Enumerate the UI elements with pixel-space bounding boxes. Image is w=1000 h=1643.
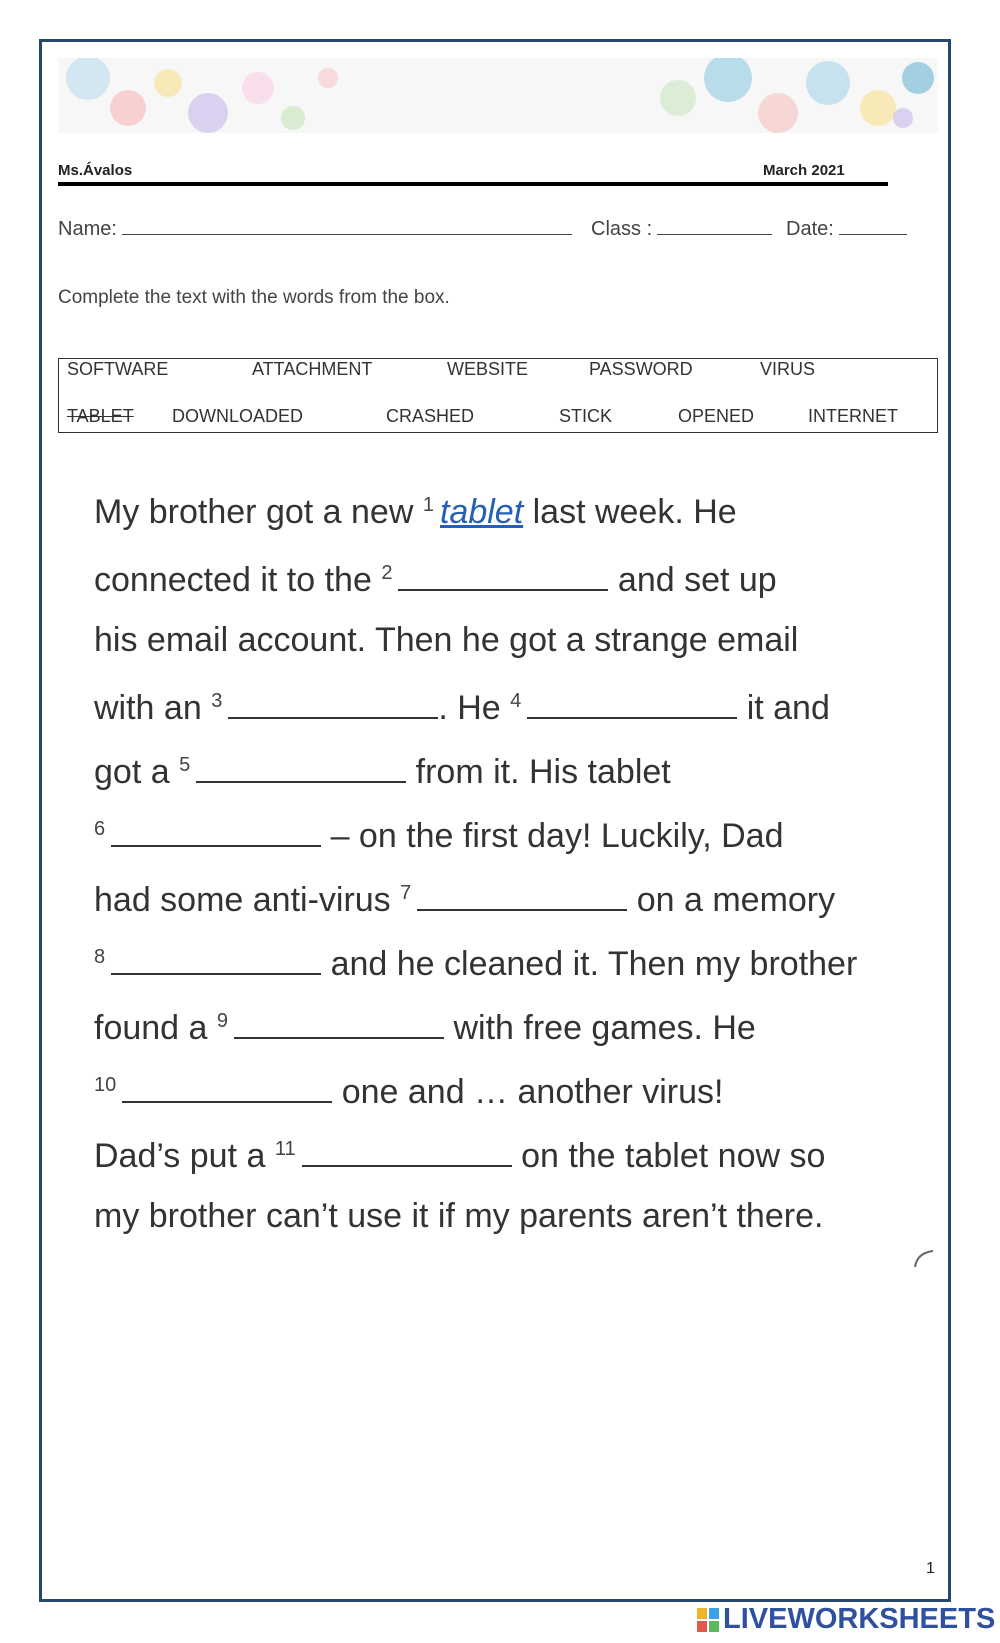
liveworksheets-logo-icon (697, 1608, 719, 1632)
story-text-segment: last week. He (532, 493, 737, 531)
name-label: Name: (58, 218, 117, 240)
page-number: 1 (926, 1560, 935, 1577)
word-virus: VIRUS (760, 359, 816, 379)
story-line-8 (94, 941, 857, 984)
story-text-segment: on the tablet now so (521, 1137, 826, 1175)
class-field[interactable] (591, 214, 772, 241)
story-text-segment: from it. His tablet (415, 753, 671, 791)
gap-number-5: 5 (179, 753, 191, 776)
story-line-4 (94, 685, 830, 728)
word-opened: OPENED (678, 406, 755, 426)
story-text-segment: one and … another virus! (341, 1073, 724, 1111)
gap-4-blank[interactable] (527, 685, 737, 719)
word-crashed: CRASHED (386, 406, 475, 426)
story-line-12 (94, 1197, 823, 1236)
name-field[interactable] (58, 214, 572, 241)
gap-8-blank[interactable] (111, 941, 321, 975)
gap-number-8: 8 (94, 945, 106, 968)
gap-7-blank[interactable] (417, 877, 627, 911)
gap-number-2: 2 (381, 561, 393, 584)
word-stick: STICK (559, 406, 613, 426)
gap-2-blank[interactable] (398, 557, 608, 591)
gap-number-3: 3 (211, 689, 223, 712)
story-text-segment: My brother got a new (94, 493, 414, 531)
word-internet: INTERNET (808, 406, 898, 426)
word-website: WEBSITE (447, 359, 529, 379)
story-line-6 (94, 813, 784, 856)
word-box (58, 358, 938, 433)
gap-10-blank[interactable] (122, 1069, 332, 1103)
story-line-11 (94, 1133, 825, 1176)
story-text-segment: . He (438, 689, 501, 727)
story-line-10 (94, 1069, 724, 1112)
story-line-9 (94, 1005, 756, 1048)
name-blank[interactable] (122, 214, 572, 235)
word-tablet: TABLET (67, 406, 134, 426)
story-text-segment: my brother can’t use it if my parents aren’t there. (94, 1197, 824, 1235)
class-blank[interactable] (657, 214, 772, 235)
brand-logo[interactable] (697, 1603, 995, 1636)
gap-number-11: 11 (274, 1137, 296, 1160)
story-text-segment: and he cleaned it. Then my brother (330, 945, 858, 983)
story-text-segment: found a (94, 1009, 208, 1047)
story-text-segment: – on the first day! Luckily, Dad (330, 817, 784, 855)
brand-name: LIVEWORKSHEETS (723, 1603, 996, 1635)
class-label: Class : (591, 218, 653, 240)
gap-number-9: 9 (216, 1009, 229, 1032)
worksheet-date: March 2021 (763, 162, 845, 179)
instruction-text: Complete the text with the words from the box. (58, 287, 450, 308)
word-downloaded: DOWNLOADED (172, 406, 304, 426)
story-text-segment: his email account. Then he got a strange email (94, 621, 799, 659)
story-text-segment: it and (746, 689, 830, 727)
gap-number-1: 1 (422, 493, 434, 516)
gap-number-7: 7 (400, 881, 412, 904)
story-text-segment: had some anti-virus (94, 881, 391, 919)
header-divider (58, 182, 888, 186)
gap-1-answer: tablet (439, 493, 524, 531)
gap-6-blank[interactable] (111, 813, 321, 847)
gap-5-blank[interactable] (196, 749, 406, 783)
story-text-segment: got a (94, 753, 170, 791)
story-line-5 (94, 749, 671, 792)
story-text-segment: with an (94, 689, 202, 727)
date-field[interactable] (786, 214, 907, 241)
story-text-segment: on a memory (636, 881, 836, 919)
gap-number-10: 10 (94, 1073, 117, 1096)
gap-number-6: 6 (94, 817, 106, 840)
date-blank[interactable] (839, 214, 907, 235)
gap-3-blank[interactable] (228, 685, 438, 719)
story-line-3 (94, 621, 798, 660)
story-text-segment: Dad’s put a (94, 1137, 266, 1175)
word-software: SOFTWARE (67, 359, 169, 379)
story-line-2 (94, 557, 777, 600)
page-curl-icon (913, 1247, 935, 1269)
word-attachment: ATTACHMENT (252, 359, 373, 379)
date-label: Date: (786, 218, 834, 240)
story-text-segment: with free games. He (453, 1009, 756, 1047)
gap-9-blank[interactable] (234, 1005, 444, 1039)
teacher-name: Ms.Ávalos (58, 162, 133, 179)
word-password: PASSWORD (589, 359, 693, 379)
gap-number-4: 4 (510, 689, 522, 712)
story-text-segment: and set up (617, 561, 777, 599)
gap-11-blank[interactable] (302, 1133, 512, 1167)
story-text-segment: connected it to the (94, 561, 372, 599)
decorative-banner (58, 58, 938, 133)
story-line-7 (94, 877, 835, 920)
story-line-1 (94, 493, 737, 532)
